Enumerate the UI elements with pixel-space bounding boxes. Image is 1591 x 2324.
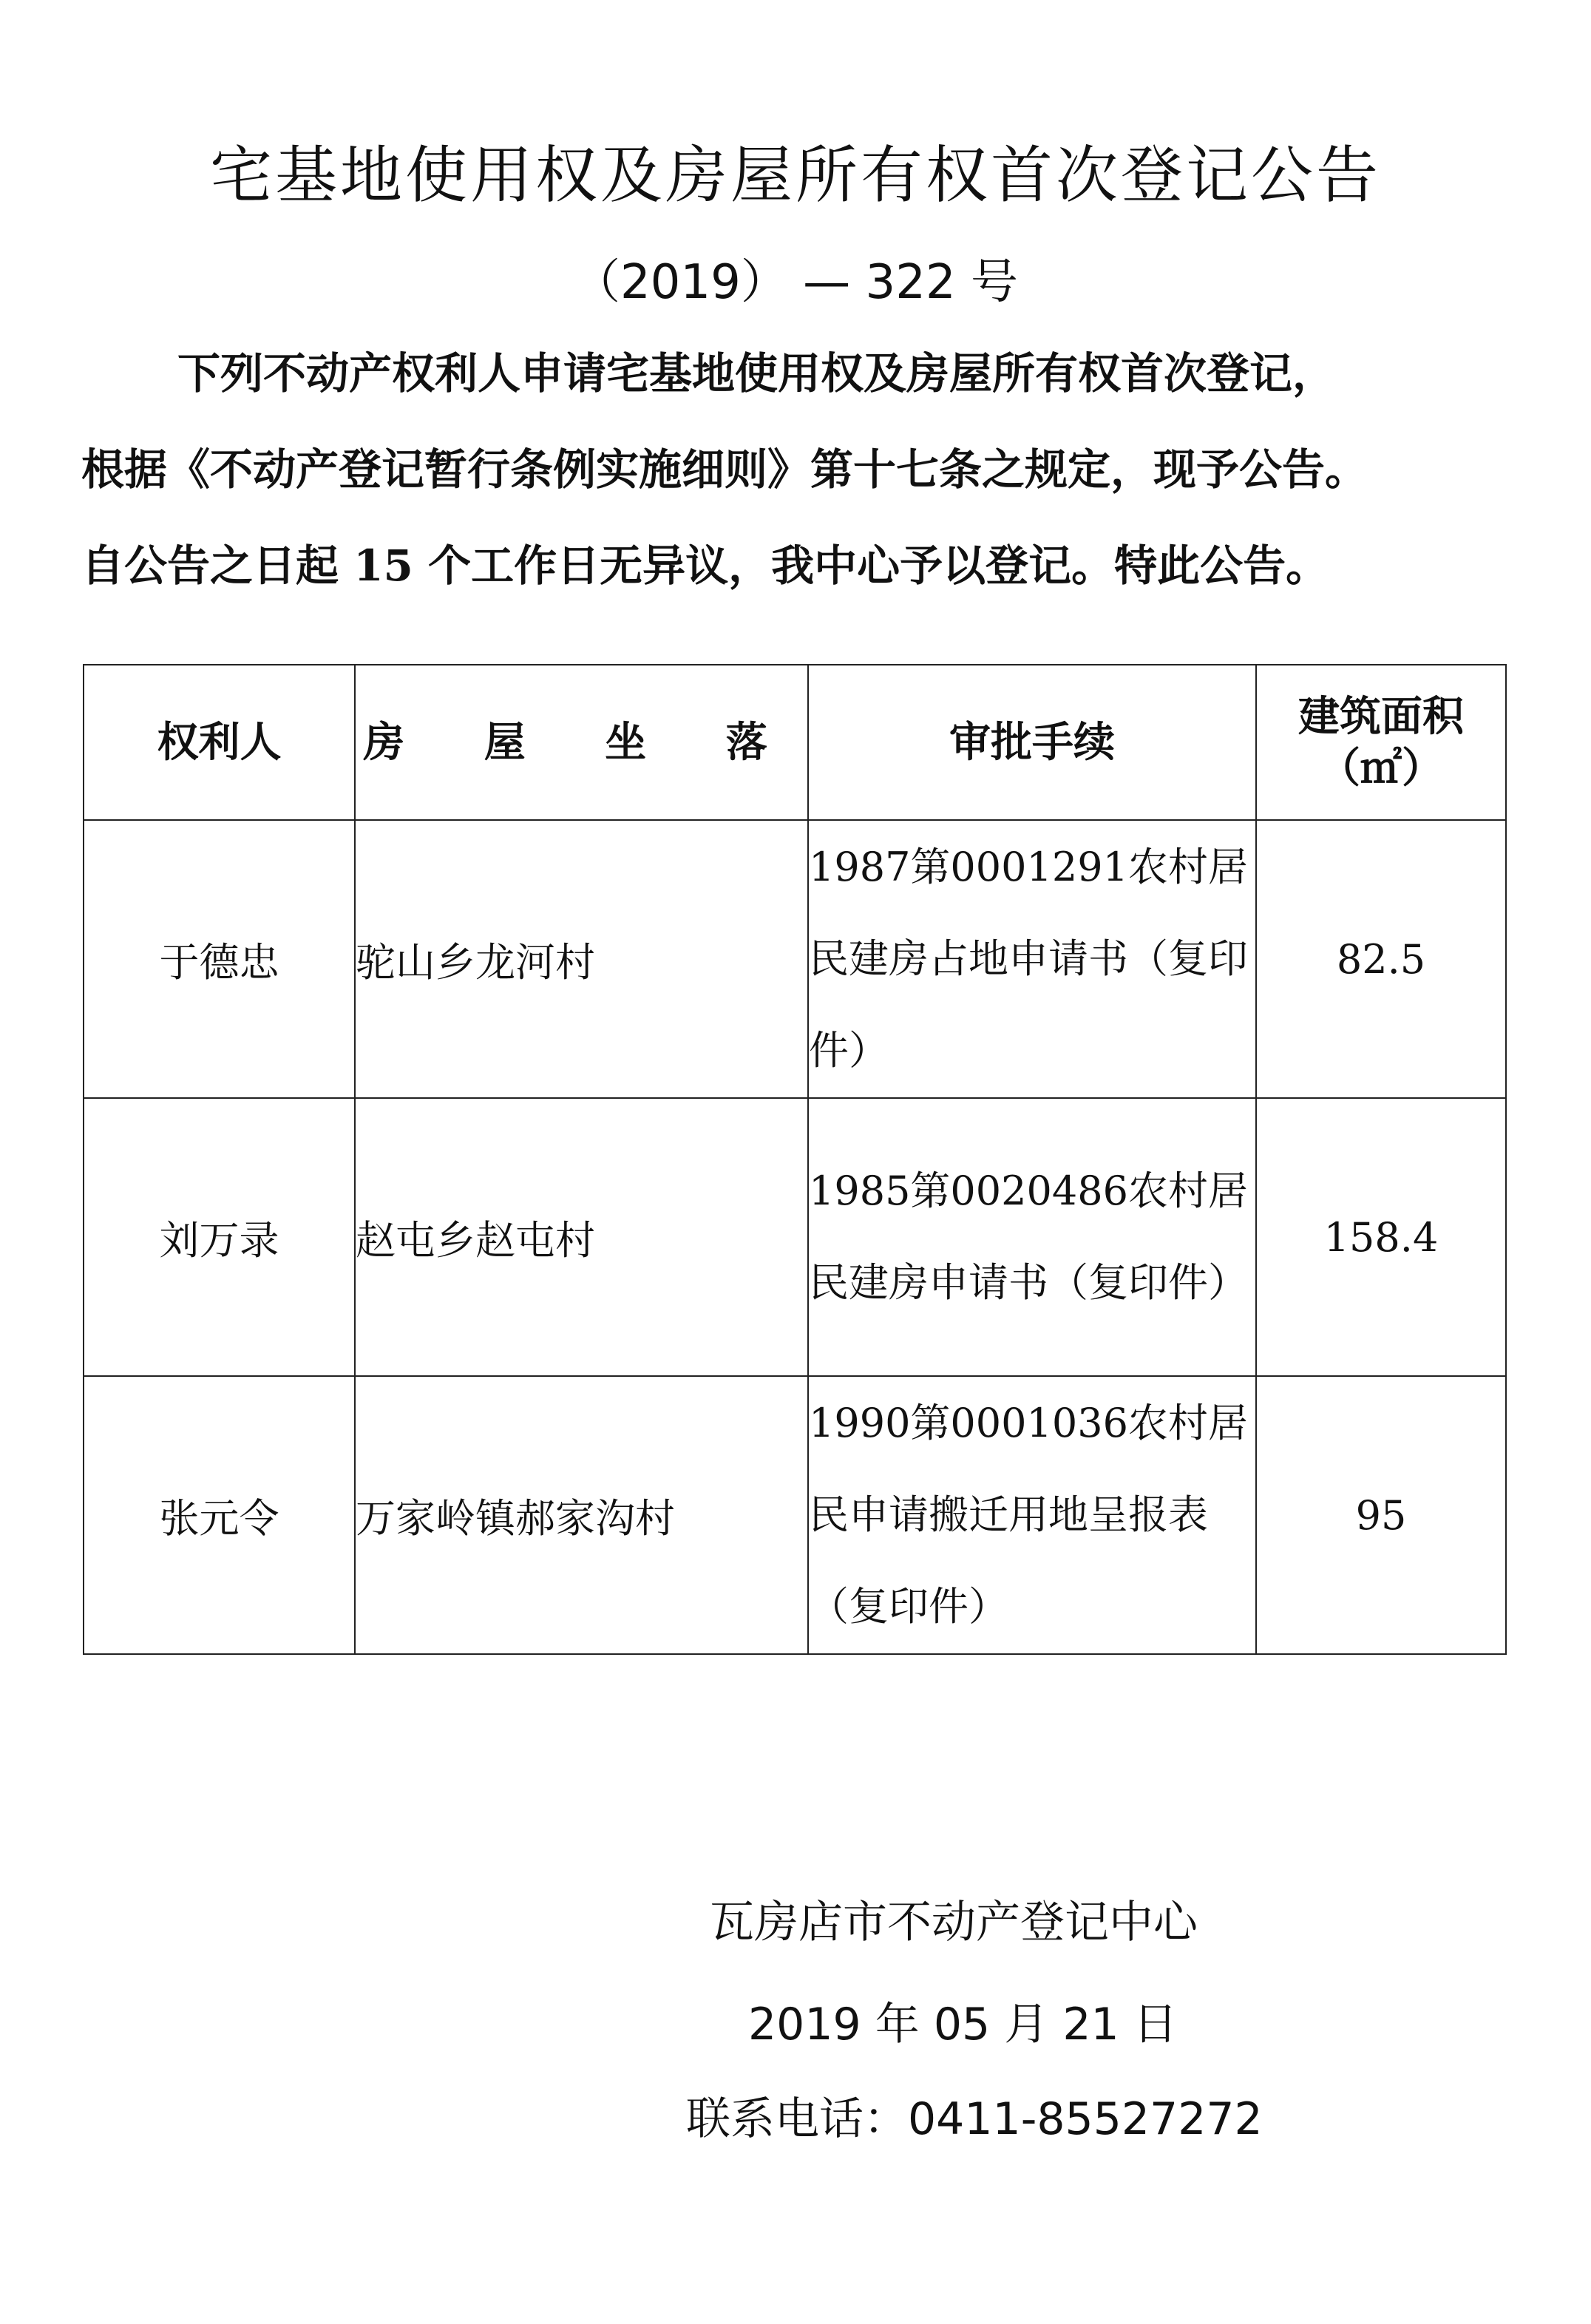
header-area-unit: （㎡） bbox=[1319, 744, 1443, 793]
document-number: （2019） — 322 号 bbox=[572, 255, 1019, 310]
notice-title: 宅基地使用权及房屋所有权首次登记公告 bbox=[209, 139, 1381, 211]
notice-paragraph-line-3: 自公告之日起 15 个工作日无异议，我中心予以登记。特此公告。 bbox=[81, 541, 1329, 591]
location-cell: 驼山乡龙河村 bbox=[355, 820, 808, 1098]
approval-cell: 1987第0001291农村居民建房占地申请书（复印件） bbox=[808, 820, 1256, 1098]
area-cell: 158.4 bbox=[1256, 1098, 1506, 1376]
notice-paragraph-line-2: 根据《不动产登记暂行条例实施细则》第十七条之规定，现予公告。 bbox=[81, 444, 1368, 495]
issuer-name: 瓦房店市不动产登记中心 bbox=[710, 1897, 1198, 1948]
location-cell: 赵屯乡赵屯村 bbox=[355, 1098, 808, 1376]
header-approval: 审批手续 bbox=[808, 665, 1256, 820]
header-area bbox=[1256, 665, 1506, 820]
header-area-label: 建筑面积 bbox=[1298, 692, 1464, 741]
table-row bbox=[84, 820, 1506, 1098]
owner-cell: 张元令 bbox=[84, 1376, 355, 1654]
header-location bbox=[355, 665, 808, 820]
owner-cell: 刘万录 bbox=[84, 1098, 355, 1376]
approval-cell: 1985第0020486农村居民建房申请书（复印件） bbox=[808, 1098, 1256, 1376]
registration-table bbox=[83, 664, 1507, 1655]
area-cell: 82.5 bbox=[1256, 820, 1506, 1098]
notice-paragraph-line-1: 下列不动产权利人申请宅基地使用权及房屋所有权首次登记， bbox=[177, 348, 1336, 399]
approval-cell: 1990第0001036农村居民申请搬迁用地呈报表（复印件） bbox=[808, 1376, 1256, 1654]
header-location-label: 房 屋 坐 落 bbox=[363, 718, 800, 767]
area-cell: 95 bbox=[1256, 1376, 1506, 1654]
header-owner: 权利人 bbox=[84, 665, 355, 820]
table-row bbox=[84, 1376, 1506, 1654]
location-cell: 万家岭镇郝家沟村 bbox=[355, 1376, 808, 1654]
issue-date: 2019 年 05 月 21 日 bbox=[748, 1999, 1178, 2050]
contact-phone: 联系电话：0411-85527272 bbox=[686, 2093, 1263, 2145]
table-row bbox=[84, 1098, 1506, 1376]
owner-cell: 于德忠 bbox=[84, 820, 355, 1098]
table-header-row bbox=[84, 665, 1506, 820]
